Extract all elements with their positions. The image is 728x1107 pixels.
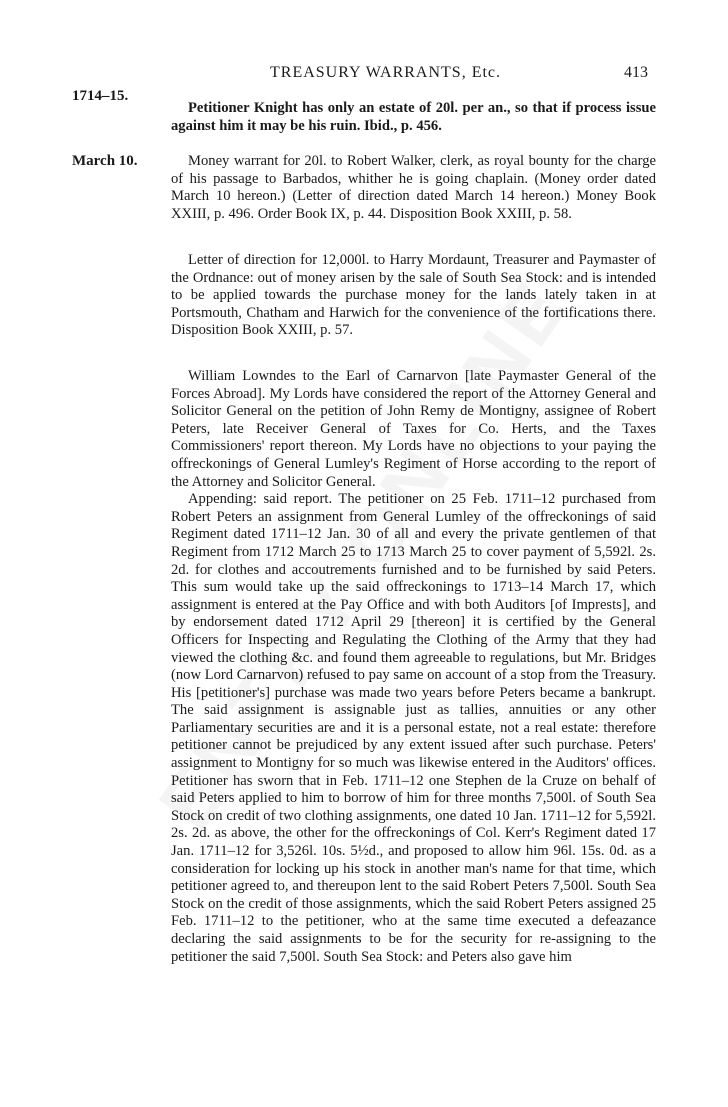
page-title: TREASURY WARRANTS, Etc.: [270, 64, 502, 81]
entry-paragraph: [171, 252, 656, 340]
entry-text: Petitioner Knight has only an estate of 20l. per an., so that if process issue against him it may be his ruin. Ibid., p. 456.: [171, 100, 656, 134]
margin-year: 1714–15.: [72, 88, 129, 104]
entry-paragraph: [171, 368, 656, 966]
page-number: 413: [624, 64, 648, 81]
entry-text: William Lowndes to the Earl of Carnarvon [late Paymaster General of the Forces Abroad]. My Lords have considered the report of the Attorney General and Solicitor General on the petition of John Remy de Montigny, assignee of Robert Peters, late Receiver General of Taxes for Co. Herts, and the Taxes Commissioners' report thereon. My Lords have no objections to your paying the offreckonings of General Lumley's Regiment of Horse according to the report of the Attorney and Solicitor General.: [171, 368, 656, 490]
margin-date: March 10.: [72, 153, 138, 169]
entry-text: Letter of direction for 12,000l. to Harry Mordaunt, Treasurer and Paymaster of the Ordnance: out of money arisen by the sale of South Sea Stock: and is intended to be applied towards the purchase money for the lands lately taken in at Portsmouth, Chatham and Harwich for the convenience of the fortifications there. Disposition Book XXIII, p. 57.: [171, 252, 656, 339]
entry-paragraph: [171, 153, 656, 223]
running-header: [0, 64, 728, 88]
entry-text: Money warrant for 20l. to Robert Walker, clerk, as royal bounty for the charge of his passage to Barbados, whither he is going chaplain. (Money order dated March 10 hereon.) (Letter of direction dated March 14 hereon.) Money Book XXIII, p. 496. Order Book IX, p. 44. Disposition Book XXIII, p. 58.: [171, 153, 656, 222]
entry-text: Appending: said report. The petitioner on 25 Feb. 1711–12 purchased from Robert Peters an assignment from General Lumley of the offreckonings of said Regiment dated 1711–12 Jan. 30 of all and every the private gentlemen of that Regiment from 1712 March 25 to 1713 March 25 to cover payment of 5,592l. 2s. 2d. for clothes and accoutrements furnished and to be furnished by said Peters. This sum would take up the said offreckonings to 1713–14 March 17, which assignment is entered at the Pay Office and with both Auditors [of Imprests], and by endorsement dated 1712 April 29 [thereon] it is certified by the General Officers for Inspecting and Regulating the Clothing of the Army that they had viewed the clothing &c. and found them agreeable to regulations, but Mr. Bridges (now Lord Carnarvon) refused to pay same on account of a stop from the Treasury. His [petitioner's] purchase was made two years before Peters became a bankrupt. The said assignment is assignable just as tallies, annuities or any other Parliamentary securities are and it is a personal estate, not a real estate: therefore petitioner cannot be prejudiced by any extent issued after such purchase. Peters' assignment to Montigny for so much was likewise entered in the Auditors' offices. Petitioner has sworn that in Feb. 1711–12 one Stephen de la Cruze on behalf of said Peters applied to him to borrow of him for three months 7,500l. of South Sea Stock on credit of two clothing assignments, one dated 10 Jan. 1711–12 for 5,592l. 2s. 2d. as above, the other for the offreckonings of Col. Kerr's Regiment dated 17 Jan. 1711–12 for 3,526l. 10s. 5½d., and proposed to allow him 96l. 15s. 0d. as a consideration for locking up his stock in another man's name for that time, which petitioner agreed to, and thereupon lent to the said Robert Peters 7,500l. South Sea Stock on the credit of those assignments, which the said Robert Peters assigned 25 Feb. 1711–12 to the petitioner, who at the same time executed a defeazance declaring the said assignments to be for the security for re-assigning to the petitioner the said 7,500l. South Sea Stock: and Peters also gave him: [171, 491, 656, 965]
entry-paragraph: [171, 100, 656, 135]
